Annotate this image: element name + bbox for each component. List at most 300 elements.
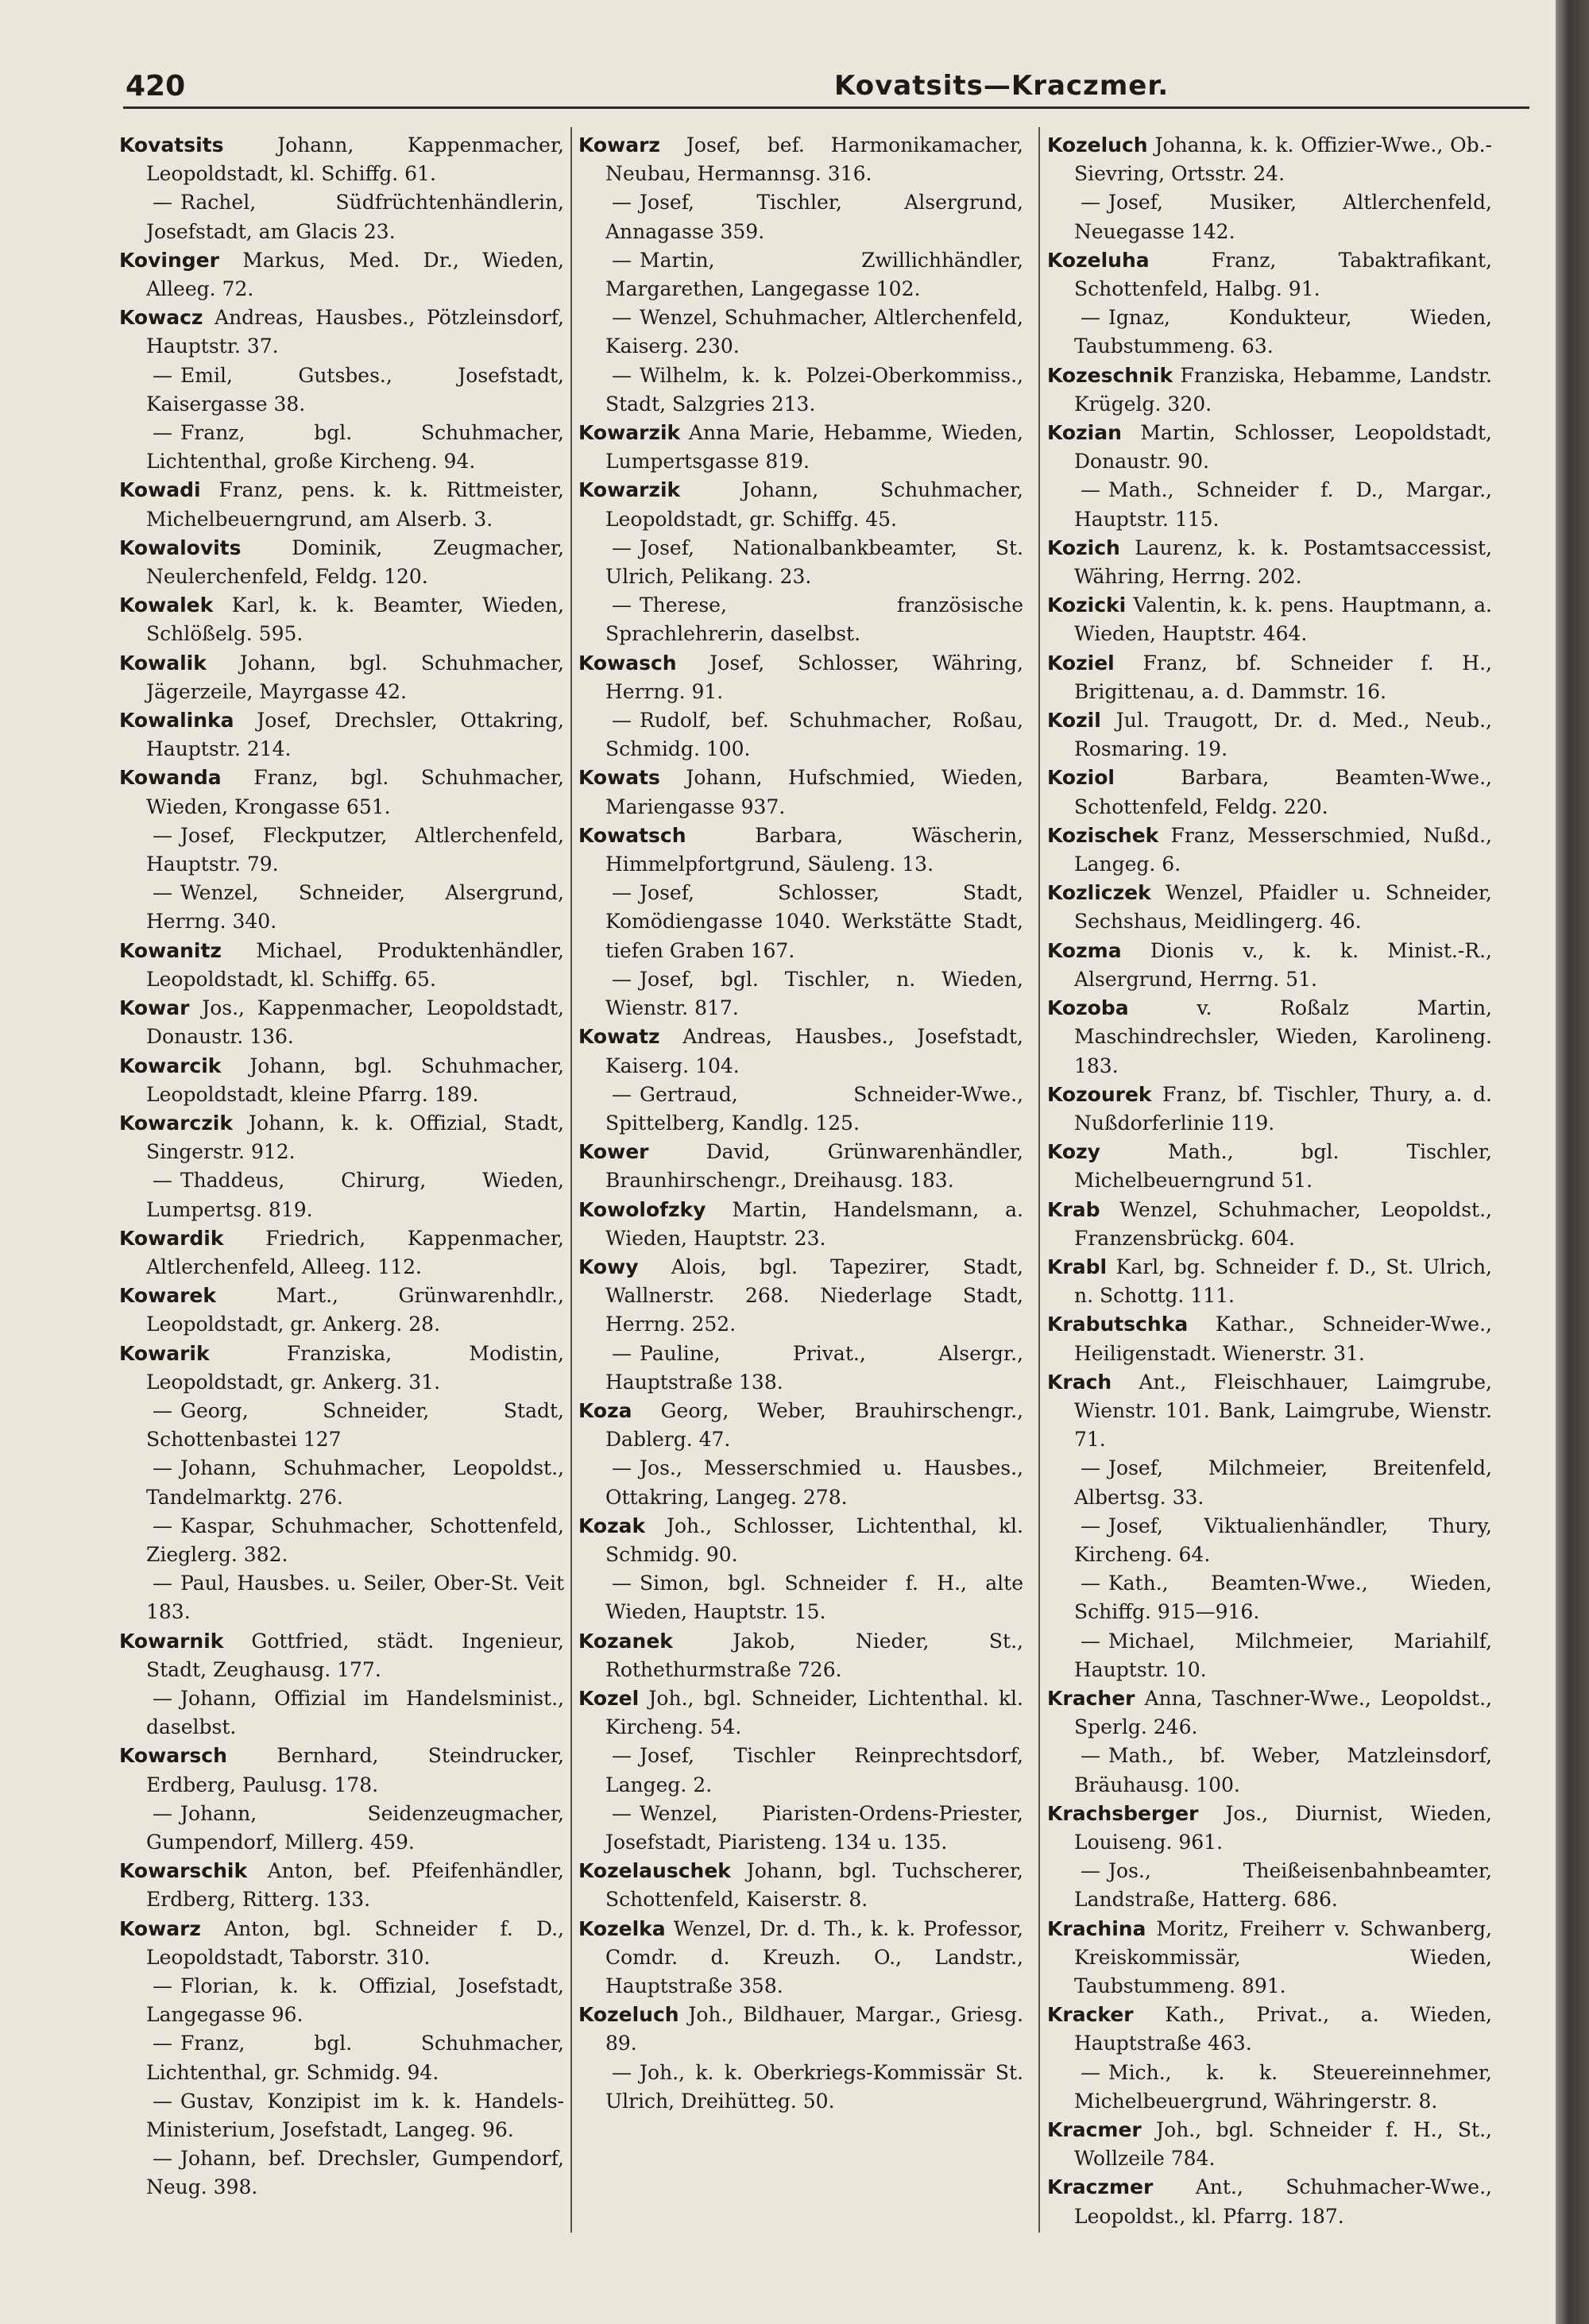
entry-continuation-dash: — [153, 823, 172, 847]
directory-entry [119, 1800, 564, 1857]
entry-continuation-dash: — [612, 248, 632, 272]
directory-entry [1047, 591, 1492, 648]
entry-continuation-dash: — [153, 1974, 172, 1997]
entry-details: Anna Marie, Hebamme, Wieden, Lumpertsgasse 819. [605, 421, 1023, 474]
entry-surname: Kowarcik [119, 1054, 222, 1077]
directory-entry [1047, 362, 1492, 419]
directory-entry [578, 362, 1023, 419]
entry-details: Math., bgl. Tischler, Michelbeuerngrund 51. [1074, 1140, 1492, 1193]
entry-details: Kaspar, Schuhmacher, Schottenfeld, Zieglerg. 382. [146, 1514, 564, 1566]
directory-entry [578, 1081, 1023, 1138]
directory-entry [1047, 188, 1492, 246]
entry-details: Wenzel, Schuhmacher, Altlerchenfeld, Kaiserg. 230. [605, 306, 1023, 358]
directory-entry [578, 1253, 1023, 1340]
entry-details: Barbara, Beamten-Wwe., Schottenfeld, Feldg. 220. [1074, 766, 1492, 818]
entry-continuation-dash: — [1081, 1514, 1100, 1537]
directory-entry [1047, 476, 1492, 533]
entry-details: Ant., Schuhmacher-Wwe., Leopoldst., kl. Pfarrg. 187. [1074, 2175, 1492, 2228]
entry-surname: Krab [1047, 1197, 1100, 1221]
entry-details: David, Grünwarenhändler, Braunhirschengr., Dreihausg. 183. [605, 1140, 1023, 1193]
directory-entry [119, 1282, 564, 1339]
entry-details: Josef, Schlosser, Währing, Herrng. 91. [605, 651, 1023, 703]
entry-details: Franz, bgl. Schuhmacher, Lichtenthal, große Kircheng. 94. [146, 421, 564, 474]
entry-details: Franz, pens. k. k. Rittmeister, Michelbeuerngrund, am Alserb. 3. [146, 478, 564, 531]
entry-details: Karl, bg. Schneider f. D., St. Ulrich, n. Schottg. 111. [1074, 1255, 1492, 1308]
directory-entry [1047, 994, 1492, 1081]
entry-continuation-dash: — [153, 1398, 172, 1422]
directory-entry [1047, 764, 1492, 821]
entry-continuation-dash: — [612, 191, 632, 215]
directory-entry [1047, 2116, 1492, 2173]
entry-surname: Kowatsch [578, 823, 686, 847]
page-number: 420 [126, 70, 186, 102]
directory-entry [119, 994, 564, 1051]
entry-surname: Kracmer [1047, 2118, 1142, 2142]
entry-details: Josef, Musiker, Altlerchenfeld, Neuegasse 142. [1074, 191, 1492, 243]
directory-entry [119, 1569, 564, 1626]
entry-details: Josef, Tischler Reinprechtsdorf, Langeg. 2. [605, 1744, 1023, 1796]
directory-entry [1047, 2059, 1492, 2116]
entry-details: Franz, bgl. Schuhmacher, Wieden, Krongasse 651. [146, 766, 564, 818]
column-divider-1 [570, 127, 572, 2233]
directory-entry [119, 1052, 564, 1109]
entry-surname: Kozich [1047, 536, 1120, 559]
entry-surname: Kozischek [1047, 823, 1159, 847]
entry-surname: Kozicki [1047, 594, 1127, 617]
entry-details: Josef, bgl. Tischler, n. Wieden, Wienstr. 817. [605, 967, 1023, 1020]
entry-surname: Krachina [1047, 1916, 1146, 1940]
entry-surname: Kowarczik [119, 1111, 233, 1135]
entry-continuation-dash: — [612, 967, 632, 991]
entry-details: Josef, Drechsler, Ottakring, Hauptstr. 214. [146, 709, 565, 761]
entry-details: Jos., Diurnist, Wieden, Louiseng. 961. [1074, 1801, 1492, 1854]
entry-surname: Kowalovits [119, 536, 242, 559]
entry-continuation-dash: — [153, 1456, 172, 1480]
entry-continuation-dash: — [153, 1514, 172, 1537]
entry-details: Alois, bgl. Tapezirer, Stadt, Wallnerstr. 268. Niederlage Stadt, Herrng. 252. [605, 1255, 1023, 1336]
entry-details: Paul, Hausbes. u. Seiler, Ober-St. Veit 183. [146, 1572, 564, 1624]
entry-surname: Kowolofzky [578, 1197, 706, 1221]
entry-surname: Kracher [1047, 1686, 1135, 1710]
directory-entry [119, 1857, 564, 1914]
directory-entry [578, 1454, 1023, 1511]
entry-continuation-dash: — [612, 1456, 632, 1480]
directory-entry [578, 131, 1023, 188]
directory-entry [578, 1340, 1023, 1397]
directory-entry [578, 1742, 1023, 1799]
entry-details: Wenzel, Schuhmacher, Leopoldst., Franzensbrückg. 604. [1074, 1197, 1492, 1250]
directory-entry [119, 706, 564, 764]
entry-surname: Kozian [1047, 421, 1122, 445]
entry-details: Georg, Schneider, Stadt, Schottenbastei 127 [146, 1398, 564, 1452]
entry-details: Johanna, k. k. Offizier-Wwe., Ob.-Sievring, Ortsstr. 24. [1074, 133, 1492, 186]
entry-details: Mart., Grünwarenhdlr., Leopoldstadt, gr. Ankerg. 28. [146, 1284, 565, 1336]
entry-surname: Kozel [578, 1686, 640, 1710]
directory-entry [1047, 1569, 1492, 1626]
entry-continuation-dash: — [153, 363, 172, 387]
entry-details: Johann, Seidenzeugmacher, Gumpendorf, Millerg. 459. [146, 1801, 564, 1854]
directory-entry [1047, 822, 1492, 879]
entry-details: Math., Schneider f. D., Margar., Hauptstr. 115. [1074, 478, 1492, 531]
entry-continuation-dash: — [612, 536, 632, 559]
entry-surname: Kozak [578, 1514, 646, 1537]
directory-entry [1047, 706, 1492, 764]
entry-continuation-dash: — [1081, 191, 1100, 215]
entry-surname: Kozeluha [1047, 248, 1150, 272]
directory-entry [119, 1684, 564, 1742]
directory-entry [578, 1138, 1023, 1195]
entry-details: Joh., bgl. Schneider f. H., St., Wollzeile 784. [1074, 2118, 1492, 2171]
entry-surname: Kozeluch [578, 2003, 679, 2027]
entry-details: Franziska, Hebamme, Landstr. Krügelg. 320. [1074, 363, 1492, 416]
entry-details: Wenzel, Pfaidler u. Schneider, Sechshaus, Meidlingerg. 46. [1074, 881, 1493, 934]
running-head: Kovatsits—Kraczmer. [834, 70, 1170, 102]
directory-entry [578, 1196, 1023, 1253]
directory-entry [578, 2059, 1023, 2116]
entry-details: Laurenz, k. k. Postamtsaccessist, Währing, Herrng. 202. [1074, 536, 1492, 589]
entry-surname: Kower [578, 1140, 649, 1164]
entry-details: Michael, Produktenhändler, Leopoldstadt, kl. Schiffg. 65. [146, 938, 565, 991]
entry-surname: Kozeschnik [1047, 363, 1173, 387]
entry-surname: Koziel [1047, 651, 1115, 675]
entry-details: Thaddeus, Chirurg, Wieden, Lumpertsg. 819. [146, 1169, 564, 1221]
entry-details: Josef, Tischler, Alsergrund, Annagasse 359. [605, 191, 1023, 243]
directory-entry [578, 649, 1023, 706]
directory-entry [578, 1627, 1023, 1684]
entry-details: Johann, Hufschmied, Wieden, Mariengasse 937. [605, 766, 1023, 818]
directory-entry [578, 764, 1023, 821]
entry-surname: Kowanda [119, 766, 222, 790]
entry-details: Gustav, Konzipist im k. k. Handels-Ministerium, Josefstadt, Langeg. 96. [146, 2089, 564, 2142]
entry-details: Joh., k. k. Oberkriegs-Kommissär St. Ulrich, Dreihütteg. 50. [605, 2060, 1023, 2113]
entry-details: v. Roßalz Martin, Maschindrechsler, Wieden, Karolineng. 183. [1074, 996, 1492, 1077]
entry-details: Anton, bgl. Schneider f. D., Leopoldstadt, Taborstr. 310. [146, 1916, 564, 1969]
entry-details: Kath., Privat., a. Wieden, Hauptstraße 463. [1074, 2003, 1492, 2055]
directory-entry [1047, 649, 1492, 706]
directory-entry [1047, 1081, 1492, 1138]
entry-surname: Kowalinka [119, 709, 234, 733]
directory-entry [578, 1800, 1023, 1857]
directory-entry [119, 764, 564, 821]
entry-continuation-dash: — [1081, 1859, 1100, 1883]
entry-details: Ant., Fleischhauer, Laimgrube, Wienstr. 101. Bank, Laimgrube, Wienstr. 71. [1074, 1370, 1492, 1452]
directory-entry [119, 246, 564, 304]
column-1 [119, 131, 564, 2202]
directory-entry [578, 1023, 1023, 1080]
entry-continuation-dash: — [153, 2089, 172, 2113]
entry-surname: Koziol [1047, 766, 1115, 790]
entry-surname: Kowalik [119, 651, 207, 675]
entry-details: Moritz, Freiherr v. Schwanberg, Kreiskommissär, Wieden, Taubstummeng. 891. [1074, 1916, 1492, 1997]
directory-entry [1047, 1627, 1492, 1684]
entry-surname: Kozy [1047, 1140, 1100, 1164]
entry-continuation-dash: — [1081, 1456, 1100, 1480]
entry-continuation-dash: — [612, 1341, 632, 1365]
entry-details: Dominik, Zeugmacher, Neulerchenfeld, Feldg. 120. [146, 536, 564, 589]
entry-continuation-dash: — [153, 1686, 172, 1710]
entry-surname: Kozil [1047, 709, 1101, 733]
entry-details: Valentin, k. k. pens. Hauptmann, a. Wieden, Hauptstr. 464. [1074, 594, 1493, 646]
page-edge-shadow [1556, 0, 1589, 2324]
entry-surname: Kovinger [119, 248, 219, 272]
entry-details: Johann, Kappenmacher, Leopoldstadt, kl. Schiffg. 61. [146, 133, 564, 186]
entry-continuation-dash: — [1081, 2060, 1100, 2084]
directory-entry [578, 304, 1023, 361]
directory-entry [119, 649, 564, 706]
entry-details: Georg, Weber, Brauhirschengr., Dablerg. 47. [605, 1398, 1023, 1452]
entry-continuation-dash: — [153, 1801, 172, 1825]
directory-entry [1047, 246, 1492, 304]
entry-surname: Kowar [119, 996, 190, 1020]
directory-entry [1047, 1915, 1492, 2001]
entry-continuation-dash: — [153, 1169, 172, 1193]
entry-surname: Kozoba [1047, 996, 1129, 1020]
column-2 [578, 131, 1023, 2116]
directory-entry [1047, 937, 1492, 994]
entry-details: Jos., Messerschmied u. Hausbes., Ottakring, Langeg. 278. [605, 1456, 1023, 1509]
entry-details: Anton, bef. Pfeifenhändler, Erdberg, Ritterg. 133. [146, 1859, 564, 1912]
entry-details: Martin, Zwillichhändler, Margarethen, Langegasse 102. [605, 248, 1023, 301]
directory-entry [1047, 1454, 1492, 1511]
entry-surname: Krach [1047, 1370, 1112, 1394]
entry-continuation-dash: — [612, 1801, 632, 1825]
directory-entry [119, 1340, 564, 1397]
entry-continuation-dash: — [612, 1744, 632, 1768]
directory-entry [1047, 1138, 1492, 1195]
directory-entry [119, 1972, 564, 2029]
entry-details: Joh., bgl. Schneider, Lichtenthal. kl. Kircheng. 54. [605, 1686, 1023, 1739]
entry-details: Ignaz, Kondukteur, Wieden, Taubstummeng. 63. [1074, 306, 1492, 358]
directory-entry [578, 1684, 1023, 1742]
entry-details: Franz, bgl. Schuhmacher, Lichtenthal, gr. Schmidg. 94. [146, 2032, 564, 2084]
entry-surname: Koza [578, 1398, 632, 1422]
entry-surname: Kowatz [578, 1025, 660, 1049]
entry-continuation-dash: — [612, 594, 632, 617]
entry-details: Josef, Milchmeier, Breitenfeld, Albertsg. 33. [1074, 1456, 1492, 1509]
entry-details: Simon, bgl. Schneider f. H., alte Wieden, Hauptstr. 15. [605, 1572, 1023, 1624]
directory-entry [578, 1512, 1023, 1569]
entry-continuation-dash: — [612, 1082, 632, 1106]
directory-entry [119, 476, 564, 533]
directory-entry [578, 2001, 1023, 2058]
entry-surname: Kracker [1047, 2003, 1134, 2027]
directory-entry [578, 534, 1023, 591]
directory-entry [1047, 419, 1492, 476]
entry-surname: Kowarek [119, 1284, 216, 1308]
entry-details: Jakob, Nieder, St., Rothethurmstraße 726. [605, 1629, 1023, 1681]
directory-entry [1047, 1742, 1492, 1799]
directory-entry [119, 1224, 564, 1282]
directory-entry [119, 1166, 564, 1224]
entry-details: Therese, französische Sprachlehrerin, daselbst. [605, 594, 1023, 646]
entry-details: Mich., k. k. Steuereinnehmer, Michelbeuergrund, Währingerstr. 8. [1074, 2060, 1492, 2113]
entry-details: Wenzel, Dr. d. Th., k. k. Professor, Comdr. d. Kreuzh. O., Landstr., Hauptstraße 358. [605, 1916, 1023, 1997]
entry-surname: Kowarzik [578, 478, 681, 502]
entry-details: Kathar., Schneider-Wwe., Heiligenstadt. Wienerstr. 31. [1074, 1313, 1492, 1365]
directory-entry [119, 534, 564, 591]
entry-surname: Kowarik [119, 1341, 210, 1365]
directory-entry [119, 362, 564, 419]
directory-entry [578, 1915, 1023, 2001]
entry-details: Wenzel, Schneider, Alsergrund, Herrng. 340. [146, 881, 564, 934]
entry-continuation-dash: — [1081, 306, 1100, 330]
directory-entry [119, 1512, 564, 1569]
entry-details: Gottfried, städt. Ingenieur, Stadt, Zeughausg. 177. [146, 1629, 564, 1681]
directory-entry [119, 1454, 564, 1511]
directory-entry [119, 2144, 564, 2202]
directory-entry [1047, 1368, 1492, 1455]
entry-surname: Kozeluch [1047, 133, 1148, 157]
entry-details: Franz, bf. Schneider f. H., Brigittenau, a. d. Dammstr. 16. [1074, 651, 1492, 703]
entry-surname: Krabl [1047, 1255, 1108, 1278]
entry-surname: Kowadi [119, 478, 201, 502]
entry-details: Franziska, Modistin, Leopoldstadt, gr. Ankerg. 31. [146, 1341, 564, 1394]
entry-details: Joh., Schlosser, Lichtenthal, kl. Schmidg. 90. [605, 1514, 1023, 1566]
entry-details: Friedrich, Kappenmacher, Altlerchenfeld, Alleeg. 112. [146, 1226, 564, 1278]
entry-details: Rudolf, bef. Schuhmacher, Roßau, Schmidg. 100. [605, 709, 1023, 761]
directory-entry [119, 1109, 564, 1166]
entry-surname: Kowasch [578, 651, 677, 675]
entry-continuation-dash: — [612, 363, 632, 387]
entry-details: Franz, Tabaktrafikant, Schottenfeld, Halbg. 91. [1074, 248, 1492, 301]
directory-entry [1047, 1310, 1492, 1367]
directory-entry [578, 591, 1023, 648]
directory-entry [119, 131, 564, 188]
entry-continuation-dash: — [153, 881, 172, 905]
entry-details: Kath., Beamten-Wwe., Wieden, Schiffg. 915—916. [1074, 1572, 1492, 1624]
entry-surname: Kowarschik [119, 1859, 248, 1883]
entry-surname: Kowarsch [119, 1744, 227, 1768]
entry-surname: Kowarzik [578, 421, 681, 445]
entry-details: Jos., Kappenmacher, Leopoldstadt, Donaustr. 136. [146, 996, 564, 1049]
entry-continuation-dash: — [1081, 1629, 1100, 1653]
directory-entry [578, 822, 1023, 879]
directory-entry [119, 2087, 564, 2144]
entry-surname: Kowarnik [119, 1629, 224, 1653]
directory-entry [119, 937, 564, 994]
directory-entry [119, 1627, 564, 1684]
directory-entry [1047, 879, 1492, 936]
directory-entry [1047, 304, 1492, 361]
directory-entry [578, 419, 1023, 476]
directory-entry [578, 246, 1023, 304]
entry-details: Josef, Nationalbankbeamter, St. Ulrich, Pelikang. 23. [605, 536, 1023, 589]
directory-entry [119, 2029, 564, 2086]
entry-continuation-dash: — [153, 421, 172, 445]
entry-details: Math., bf. Weber, Matzleinsdorf, Bräuhausg. 100. [1074, 1744, 1492, 1796]
directory-entry [1047, 1196, 1492, 1253]
directory-entry [119, 879, 564, 936]
entry-details: Johann, k. k. Offizial, Stadt, Singerstr. 912. [146, 1111, 564, 1164]
entry-details: Josef, Schlosser, Stadt, Komödiengasse 1040. Werkstätte Stadt, tiefen Graben 167. [605, 881, 1023, 962]
directory-entry [119, 1397, 564, 1454]
entry-continuation-dash: — [153, 2147, 172, 2171]
column-3 [1047, 131, 1492, 2231]
entry-details: Josef, bef. Harmonikamacher, Neubau, Hermannsg. 316. [605, 133, 1024, 186]
entry-surname: Kovatsits [119, 133, 224, 157]
entry-surname: Kowarz [578, 133, 660, 157]
entry-details: Markus, Med. Dr., Wieden, Alleeg. 72. [146, 248, 564, 301]
entry-details: Wenzel, Piaristen-Ordens-Priester, Josefstadt, Piaristeng. 134 u. 135. [605, 1801, 1023, 1854]
entry-details: Johann, Schuhmacher, Leopoldstadt, gr. Schiffg. 45. [605, 478, 1023, 531]
directory-entry [578, 188, 1023, 246]
entry-details: Florian, k. k. Offizial, Josefstadt, Langegasse 96. [146, 1974, 564, 2027]
entry-continuation-dash: — [612, 709, 632, 733]
entry-details: Johann, bgl. Tuchscherer, Schottenfeld, Kaiserstr. 8. [605, 1859, 1023, 1912]
entry-surname: Kowacz [119, 306, 203, 330]
entry-details: Franz, Messerschmied, Nußd., Langeg. 6. [1074, 823, 1492, 876]
entry-details: Martin, Schlosser, Leopoldstadt, Donaustr. 90. [1074, 421, 1492, 474]
directory-entry [578, 1397, 1023, 1454]
directory-entry [578, 476, 1023, 533]
column-divider-2 [1038, 127, 1040, 2233]
entry-details: Josef, Fleckputzer, Altlerchenfeld, Hauptstr. 79. [146, 823, 564, 876]
entry-surname: Kraczmer [1047, 2175, 1154, 2199]
entry-details: Pauline, Privat., Alsergr., Hauptstraße 138. [605, 1341, 1023, 1394]
entry-continuation-dash: — [612, 2060, 632, 2084]
entry-continuation-dash: — [153, 1572, 172, 1595]
directory-entry [578, 879, 1023, 965]
entry-surname: Kozma [1047, 938, 1122, 962]
entry-surname: Krachsberger [1047, 1801, 1199, 1825]
directory-entry [119, 822, 564, 879]
entry-surname: Kowarz [119, 1916, 201, 1940]
entry-surname: Kozliczek [1047, 881, 1151, 905]
entry-details: Josef, Viktualienhändler, Thury, Kircheng. 64. [1074, 1514, 1492, 1566]
header-rule [123, 106, 1529, 109]
directory-entry [1047, 1684, 1492, 1742]
entry-surname: Kozanek [578, 1629, 673, 1653]
entry-details: Rachel, Südfrüchtenhändlerin, Josefstadt, am Glacis 23. [146, 191, 564, 243]
entry-details: Martin, Handelsmann, a. Wieden, Hauptstr. 23. [605, 1197, 1024, 1250]
entry-details: Jul. Traugott, Dr. d. Med., Neub., Rosmaring. 19. [1074, 709, 1492, 761]
directory-entry [578, 706, 1023, 764]
entry-details: Johann, bgl. Schuhmacher, Jägerzeile, Mayrgasse 42. [146, 651, 564, 703]
entry-details: Johann, bef. Drechsler, Gumpendorf, Neug. 398. [146, 2147, 564, 2199]
directory-entry [1047, 2173, 1492, 2230]
entry-details: Jos., Theißeisenbahnbeamter, Landstraße, Hatterg. 686. [1074, 1859, 1492, 1912]
directory-entry [119, 419, 564, 476]
entry-details: Joh., Bildhauer, Margar., Griesg. 89. [605, 2003, 1024, 2055]
entry-details: Wilhelm, k. k. Polzei-Oberkommiss., Stadt, Salzgries 213. [605, 363, 1023, 416]
entry-continuation-dash: — [1081, 478, 1100, 502]
entry-details: Andreas, Hausbes., Josefstadt, Kaiserg. 104. [605, 1025, 1023, 1077]
entry-continuation-dash: — [612, 1572, 632, 1595]
entry-details: Johann, bgl. Schuhmacher, Leopoldstadt, kleine Pfarrg. 189. [146, 1054, 564, 1106]
entry-continuation-dash: — [153, 191, 172, 215]
directory-entry [1047, 534, 1492, 591]
entry-details: Karl, k. k. Beamter, Wieden, Schlößelg. 595. [146, 594, 564, 646]
directory-entry [1047, 1253, 1492, 1310]
entry-surname: Kowats [578, 766, 660, 790]
directory-entry [578, 1569, 1023, 1626]
directory-entry [119, 188, 564, 246]
entry-continuation-dash: — [153, 2032, 172, 2055]
entry-surname: Kowy [578, 1255, 639, 1278]
page-header [119, 70, 1549, 110]
entry-details: Andreas, Hausbes., Pötzleinsdorf, Hauptstr. 37. [146, 306, 564, 358]
entry-details: Bernhard, Steindrucker, Erdberg, Paulusg. 178. [146, 1744, 564, 1796]
directory-entry [578, 1857, 1023, 1914]
directory-entry [1047, 1800, 1492, 1857]
directory-entry [578, 965, 1023, 1023]
entry-continuation-dash: — [612, 306, 632, 330]
directory-entry [119, 591, 564, 648]
entry-details: Johann, Offizial im Handelsminist., daselbst. [146, 1686, 564, 1739]
directory-entry [1047, 2001, 1492, 2058]
entry-details: Franz, bf. Tischler, Thury, a. d. Nußdorferlinie 119. [1074, 1082, 1492, 1135]
entry-surname: Kowardik [119, 1226, 224, 1250]
